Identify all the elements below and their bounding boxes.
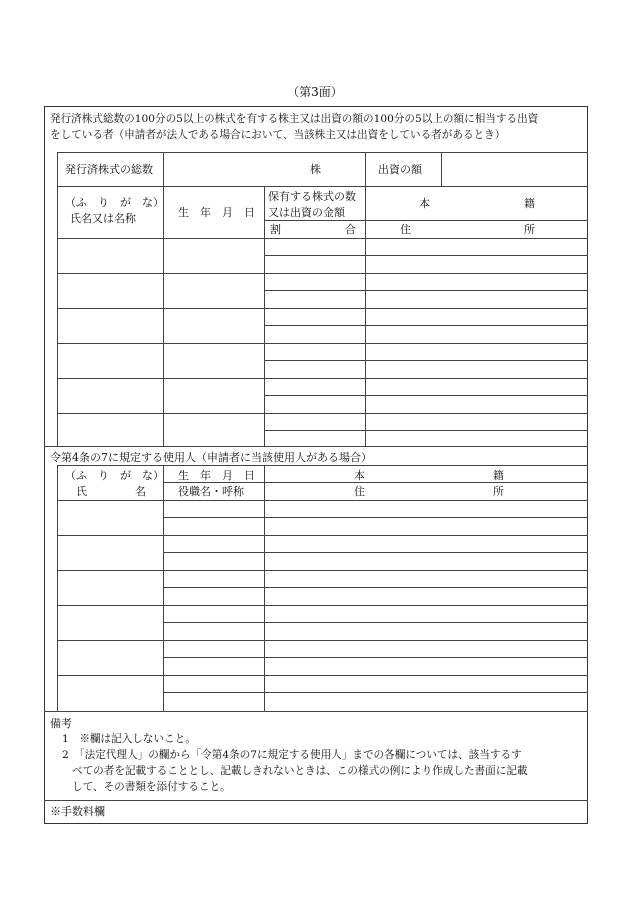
emp-domicile-label-a: 本	[354, 469, 365, 482]
table-row	[57, 413, 588, 414]
note-item-1: 1 ※欄は記入しないこと。	[62, 733, 196, 745]
table-row	[264, 290, 588, 291]
table-row	[264, 395, 588, 396]
emp-birthdate-label: 生 年 月 日	[178, 469, 255, 482]
shareholders-header-line1: 発行済株式総数の100分の5以上の株式を有する株主又は出資の額の100分の5以上の額に相当する出資	[50, 113, 539, 125]
shareholders-header-line2: をしている者（申請者が法人である場合において、当該株主又は出資をしている者があるとき）	[50, 129, 506, 141]
divider	[365, 186, 366, 446]
divider	[57, 500, 588, 501]
table-row	[57, 343, 588, 344]
investment-amount-label: 出資の額	[378, 163, 422, 176]
table-row	[57, 535, 588, 536]
page-number: （第3面）	[287, 85, 343, 99]
divider	[264, 186, 265, 446]
table-row	[57, 605, 588, 606]
emp-address-label-a: 住	[354, 485, 365, 498]
emp-address-label-b: 所	[493, 485, 504, 498]
shareholders-table-top	[57, 152, 588, 153]
address-label-a: 住	[400, 223, 411, 236]
divider	[365, 152, 366, 186]
holding-label-line2: 又は出資の金額	[268, 206, 345, 219]
furigana-label: （ふ り が な）	[65, 196, 164, 209]
holding-label-line1: 保有する株式の数	[268, 190, 356, 203]
notes-title: 備考	[50, 717, 72, 730]
divider	[163, 482, 588, 483]
table-row	[163, 692, 588, 693]
note-item-2-line3: して、その書類を添付すること。	[72, 781, 231, 793]
divider	[57, 186, 588, 187]
table-row	[264, 430, 588, 431]
table-row	[163, 657, 588, 658]
fee-label: ※手数料欄	[50, 805, 105, 818]
ratio-label-b: 合	[345, 223, 356, 236]
divider	[163, 152, 164, 186]
ratio-label-a: 割	[270, 223, 281, 236]
emp-position-label: 役職名・呼称	[178, 485, 244, 498]
table-row	[57, 675, 588, 676]
employees-table-top	[57, 465, 588, 466]
table-row	[264, 360, 588, 361]
note-item-2-line1: 2 「法定代理人」の欄から「令第4条の7に規定する使用人」までの各欄については、該当するす	[62, 749, 522, 761]
domicile-label-b: 籍	[524, 197, 535, 210]
table-row	[163, 517, 588, 518]
birthdate-label: 生 年 月 日	[178, 206, 255, 219]
section-divider	[44, 800, 588, 801]
emp-furigana-label: （ふ り が な）	[65, 469, 164, 482]
divider	[441, 152, 442, 186]
address-label-b: 所	[524, 223, 535, 236]
emp-name-label-b: 名	[135, 485, 146, 498]
table-row	[57, 378, 588, 379]
shareholders-table-left	[57, 152, 58, 446]
table-row	[264, 325, 588, 326]
domicile-label-a: 本	[419, 197, 430, 210]
table-row	[264, 255, 588, 256]
table-row	[163, 587, 588, 588]
section-divider	[44, 711, 588, 712]
divider	[264, 220, 588, 221]
table-row	[57, 570, 588, 571]
employees-header: 令第4条の7に規定する使用人（申請者に当該使用人がある場合）	[50, 451, 372, 464]
divider	[163, 186, 164, 446]
emp-domicile-label-b: 籍	[493, 469, 504, 482]
note-item-2-line2: べての者を記載することとし、記載しきれないときは、この様式の例により作成した書面に記載	[72, 765, 528, 777]
section-divider	[44, 446, 588, 447]
shares-unit: 株	[310, 163, 321, 176]
name-label: 氏名又は名称	[70, 212, 136, 225]
emp-name-label-a: 氏	[76, 485, 87, 498]
table-row	[57, 308, 588, 309]
table-row	[163, 552, 588, 553]
table-row	[57, 273, 588, 274]
table-row	[163, 622, 588, 623]
total-shares-label: 発行済株式の総数	[65, 163, 153, 176]
table-row	[57, 640, 588, 641]
divider	[57, 238, 588, 239]
